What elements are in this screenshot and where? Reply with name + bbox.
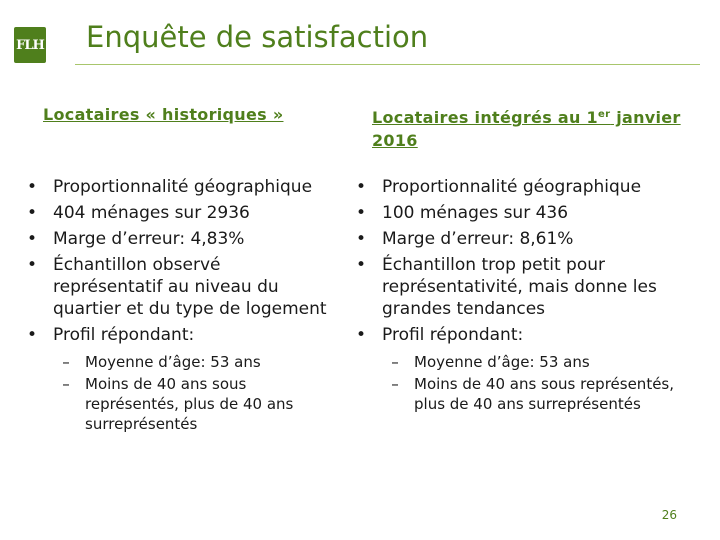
right-heading-tail: janvier 2016 <box>372 108 681 150</box>
bullet-text: Échantillon observé représentatif au niveau du quartier et du type de logement <box>53 255 327 319</box>
list-item: • Profil répondant: – Moyenne d’âge: 53 ans – Moins de 40 ans sous représentés, plus de 40 ans surreprésentés <box>27 324 333 434</box>
bullet-text: Marge d’erreur: 4,83% <box>53 229 245 249</box>
sub-text: Moyenne d’âge: 53 ans <box>85 353 261 371</box>
sub-list-item: – Moins de 40 ans sous représentés, plus de 40 ans surreprésentés <box>391 375 675 413</box>
sub-text: Moins de 40 ans sous représentés, plus de 40 ans surreprésentés <box>414 375 675 413</box>
bullet-text: Profil répondant: <box>53 325 195 345</box>
left-column <box>27 103 343 433</box>
list-item: • 404 ménages sur 2936 <box>27 203 250 223</box>
bullet-text: 100 ménages sur 436 <box>382 203 569 223</box>
list-item: • 100 ménages sur 436 <box>356 203 569 223</box>
page-title: Enquête de satisfaction <box>86 20 429 54</box>
sub-list-item: – Moyenne d’âge: 53 ans <box>391 353 590 371</box>
bullet-text: 404 ménages sur 2936 <box>53 203 250 223</box>
logo <box>14 27 46 63</box>
list-item: • Proportionnalité géographique <box>27 177 313 197</box>
bullet-text: Profil répondant: <box>382 325 524 345</box>
list-item: • Marge d’erreur: 8,61% <box>356 229 574 249</box>
right-column <box>356 103 692 413</box>
list-item: • Échantillon trop petit pour représentativité, mais donne les grandes tendances <box>356 255 657 319</box>
sub-list-item: – Moyenne d’âge: 53 ans <box>62 353 261 371</box>
right-heading-sup: er <box>598 109 611 120</box>
bullet-text: Marge d’erreur: 8,61% <box>382 229 574 249</box>
right-heading-main: Locataires intégrés au 1 <box>372 108 598 127</box>
sub-text: Moyenne d’âge: 53 ans <box>414 353 590 371</box>
list-item: • Marge d’erreur: 4,83% <box>27 229 245 249</box>
page-number: 26 <box>661 508 677 522</box>
list-item: • Proportionnalité géographique <box>356 177 642 197</box>
list-item: • Profil répondant: – Moyenne d’âge: 53 ans – Moins de 40 ans sous représentés, plus de 40 ans surreprésentés <box>356 324 672 414</box>
left-sub-list <box>53 352 333 434</box>
left-bullet-list <box>27 176 333 438</box>
right-sub-list <box>382 352 675 414</box>
sub-text: Moins de 40 ans sous représentés, plus de 40 ans surreprésentés <box>85 375 294 433</box>
right-heading <box>372 103 692 152</box>
title-divider <box>75 64 700 65</box>
bullet-text: Proportionnalité géographique <box>53 177 313 197</box>
list-item: • Échantillon observé représentatif au niveau du quartier et du type de logement <box>27 255 327 319</box>
logo-text: FLH <box>16 37 44 53</box>
sub-list-item: – Moins de 40 ans sous représentés, plus de 40 ans surreprésentés <box>62 375 294 433</box>
bullet-text: Proportionnalité géographique <box>382 177 642 197</box>
left-heading: Locataires « historiques » <box>43 105 284 124</box>
bullet-text: Échantillon trop petit pour représentativité, mais donne les grandes tendances <box>382 255 657 319</box>
right-bullet-list <box>356 176 675 418</box>
